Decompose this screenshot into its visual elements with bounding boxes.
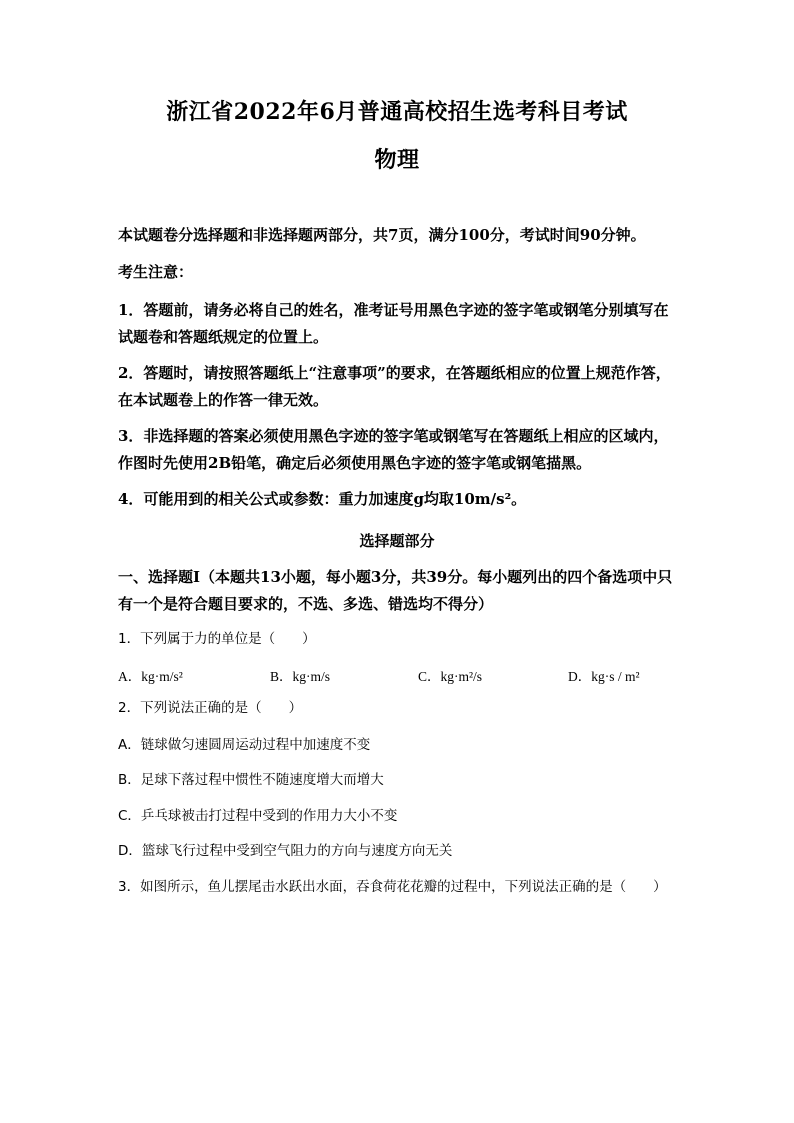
question-2-option-c: C．乒乓球被击打过程中受到的作用力大小不变: [118, 808, 398, 824]
question-2-option-d: D．篮球飞行过程中受到空气阻力的方向与速度方向无关: [118, 843, 453, 859]
notice-item-4: 4．可能用到的相关公式或参数：重力加速度g均取10m/s²。: [118, 490, 527, 508]
exam-summary: 本试题卷分选择题和非选择题两部分，共7页，满分100分，考试时间90分钟。: [118, 226, 646, 244]
subject-title: 物理: [374, 147, 420, 173]
question-3-stem: 3．如图所示，鱼儿摆尾击水跃出水面，吞食荷花花瓣的过程中，下列说法正确的是（ ）: [118, 879, 667, 895]
notice-item-1: 1．答题前，请务必将自己的姓名，准考证号用黑色字迹的签字笔或钢笔分别填写在试题卷和答题纸规定的位置上。: [118, 301, 669, 346]
question-1-option-a: A．kg·m/s²: [118, 669, 183, 684]
exam-title: 浙江省2022年6月普通高校招生选考科目考试: [166, 99, 628, 125]
notice-item-3: 3．非选择题的答案必须使用黑色字迹的签字笔或钢笔写在答题纸上相应的区域内，作图时先使用2B铅笔，确定后必须使用黑色字迹的签字笔或钢笔描黑。: [118, 427, 669, 472]
part-heading: 一、选择题Ⅰ（本题共13小题，每小题3分，共39分。每小题列出的四个备选项中只有一个是符合题目要求的，不选、多选、错选均不得分）: [118, 568, 673, 613]
question-2-option-b: B．足球下落过程中惯性不随速度增大而增大: [118, 772, 384, 788]
question-2-option-a: A．链球做匀速圆周运动过程中加速度不变: [118, 737, 371, 753]
section-title: 选择题部分: [359, 532, 435, 550]
question-1-option-d: D．kg·s / m²: [568, 669, 640, 684]
question-1-option-c: C．kg·m²/s: [418, 669, 483, 684]
question-1-option-b: B．kg·m/s: [270, 669, 331, 684]
question-1-stem: 1．下列属于力的单位是（ ）: [118, 631, 316, 647]
notice-heading: 考生注意：: [118, 263, 194, 281]
notice-item-2: 2．答题时，请按照答题纸上“注意事项”的要求，在答题纸相应的位置上规范作答，在本试题卷上的作答一律无效。: [118, 364, 671, 409]
question-2-stem: 2．下列说法正确的是（ ）: [118, 700, 303, 716]
